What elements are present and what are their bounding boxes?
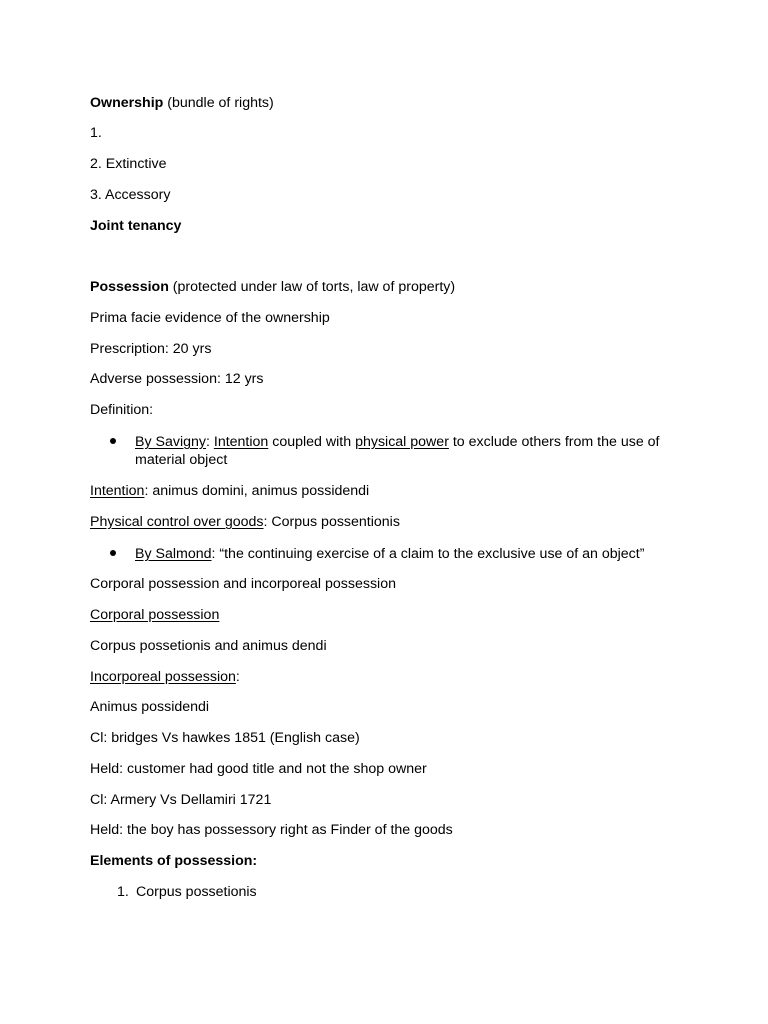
- savigny-sep: :: [205, 434, 214, 450]
- case-line: Held: the boy has possessory right as Finder of the goods: [90, 822, 453, 838]
- ownership-note: (bundle of rights): [163, 95, 274, 111]
- incorporeal-colon: :: [235, 669, 240, 685]
- case-line: Held: customer had good title and not the shop owner: [90, 761, 427, 777]
- physical-control-label: Physical control over goods: [90, 514, 264, 530]
- intention-line: [90, 482, 369, 500]
- physical-control-text: : Corpus possentionis: [263, 514, 400, 530]
- possession-note: (protected under law of torts, law of property): [168, 279, 456, 295]
- possession-heading-line: [90, 278, 455, 296]
- savigny-intention: Intention: [213, 434, 269, 450]
- elements-list-item: [117, 883, 257, 901]
- ownership-item-1: 1.: [90, 125, 102, 141]
- intention-label: Intention: [90, 483, 145, 499]
- definition-line: Definition:: [90, 402, 154, 418]
- corporal-possession-heading: Corporal possession: [90, 607, 220, 623]
- savigny-text: [135, 433, 695, 469]
- bullet-icon: [110, 433, 135, 451]
- bullet-icon: [110, 545, 135, 563]
- list-item-text: Corpus possetionis: [136, 884, 257, 900]
- ownership-item-3: 3. Accessory: [90, 187, 171, 203]
- savigny-physical-power: physical power: [355, 434, 449, 450]
- incorporeal-possession-heading: Incorporeal possession: [90, 669, 236, 685]
- incorporeal-possession-text: Animus possidendi: [90, 699, 210, 715]
- savigny-label: By Savigny: [135, 434, 206, 450]
- joint-tenancy-heading: Joint tenancy: [90, 218, 182, 234]
- adverse-possession-line: Adverse possession: 12 yrs: [90, 371, 264, 387]
- corporal-incorporeal-line: Corporal possession and incorporeal possession: [90, 576, 396, 592]
- salmond-label: By Salmond: [135, 546, 212, 562]
- ownership-item-2: 2. Extinctive: [90, 156, 167, 172]
- list-number: 1.: [117, 884, 129, 900]
- elements-heading: Elements of possession:: [90, 853, 258, 869]
- possession-heading: Possession: [90, 279, 169, 295]
- prescription-line: Prescription: 20 yrs: [90, 341, 212, 357]
- salmond-quote: : “the continuing exercise of a claim to the exclusive use of an object”: [211, 546, 645, 562]
- salmond-text: [135, 545, 695, 563]
- savigny-mid: coupled with: [268, 434, 356, 450]
- case-line: Cl: bridges Vs hawkes 1851 (English case): [90, 730, 360, 746]
- case-line: Cl: Armery Vs Dellamiri 1721: [90, 792, 272, 808]
- incorporeal-possession-heading-line: [90, 668, 240, 686]
- corporal-possession-text: Corpus possetionis and animus dendi: [90, 638, 327, 654]
- intention-text: : animus domini, animus possidendi: [144, 483, 370, 499]
- ownership-heading: Ownership: [90, 95, 164, 111]
- prima-facie-line: Prima facie evidence of the ownership: [90, 310, 330, 326]
- ownership-heading-line: [90, 94, 274, 112]
- physical-control-line: [90, 513, 400, 531]
- savigny-rest: to exclude others from the use of material object: [135, 434, 660, 468]
